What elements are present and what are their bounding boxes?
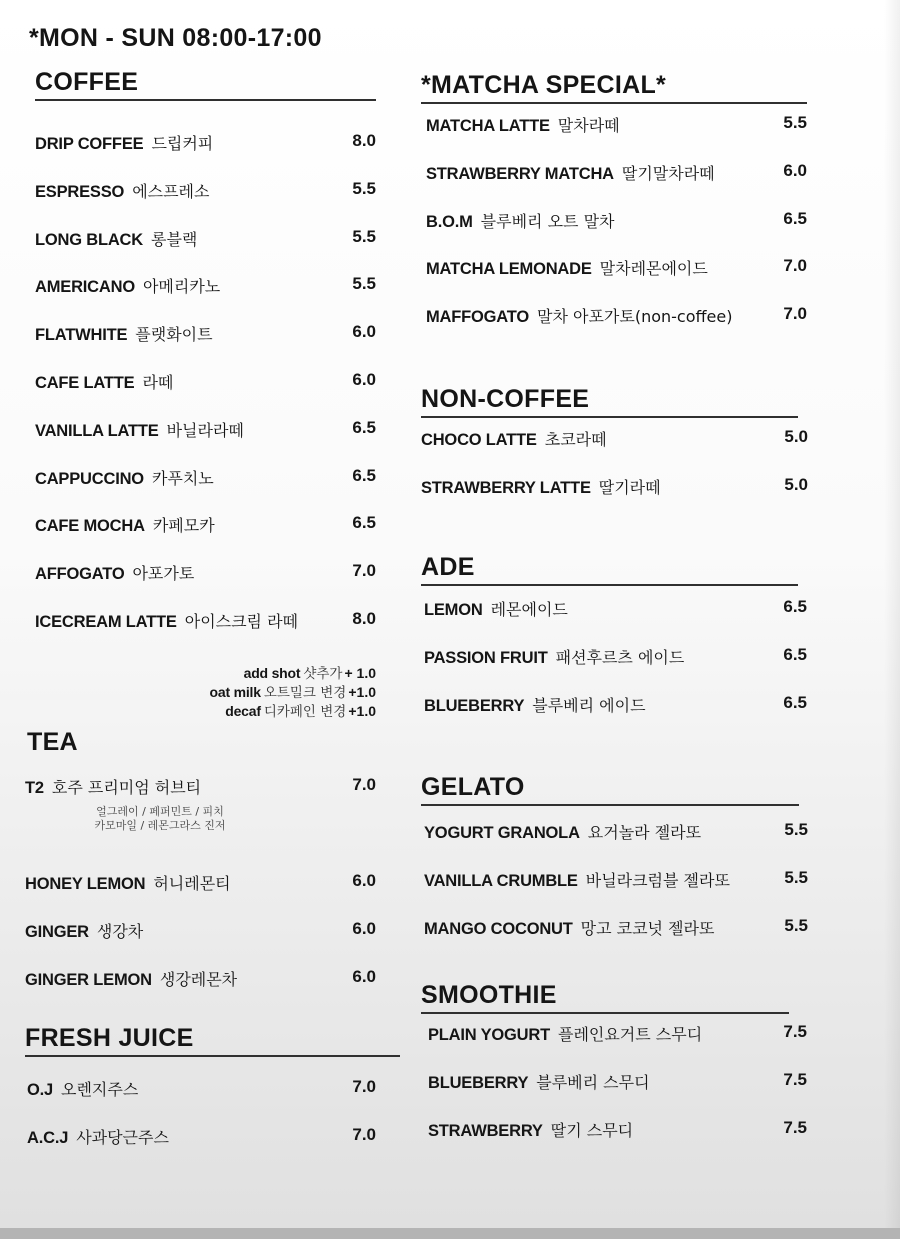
- item-price: 6.5: [783, 597, 807, 616]
- item-name-en: MATCHA LATTE: [426, 117, 550, 135]
- item-name-en: A.C.J: [27, 1128, 69, 1147]
- item-name-ko: 말차레몬에이드: [599, 259, 708, 279]
- menu-item: [35, 561, 376, 609]
- item-name-ko: 생강레몬차: [159, 969, 238, 989]
- section-divider: [25, 1055, 400, 1057]
- item-name-en: LEMON: [424, 601, 483, 619]
- item-price: 6.0: [783, 160, 807, 180]
- item-name-en: MANGO COCONUT: [424, 919, 573, 938]
- item-name: [35, 274, 220, 297]
- item-price: 6.0: [352, 369, 376, 389]
- item-name-ko: 초코라떼: [544, 430, 607, 449]
- item-name-ko: 오렌지주스: [61, 1080, 139, 1099]
- item-name: [27, 1077, 138, 1100]
- section-title-ade: ADE: [421, 553, 475, 581]
- item-name-en: FLATWHITE: [35, 326, 128, 345]
- section-divider: [35, 99, 376, 101]
- menu-item: [424, 916, 808, 964]
- item-name: [426, 113, 620, 136]
- menu-item: [35, 322, 376, 370]
- item-name-en: MATCHA LEMONADE: [426, 260, 592, 279]
- item-name: [424, 916, 714, 939]
- item-name: [35, 561, 194, 584]
- menu-item: [35, 609, 376, 657]
- item-name-ko: 에스프레소: [132, 181, 210, 201]
- item-price: 7.5: [783, 1022, 807, 1041]
- item-price: 7.0: [352, 561, 376, 581]
- item-price: 5.5: [784, 820, 808, 839]
- item-name: [35, 370, 173, 393]
- menu-item: [27, 1077, 376, 1125]
- item-name: [35, 322, 213, 345]
- item-name-ko: 드립커피: [151, 134, 214, 153]
- gelato-section: [421, 772, 799, 806]
- item-price: 5.5: [783, 113, 807, 132]
- bottom-strip: [0, 1228, 900, 1239]
- item-price: 5.0: [784, 474, 808, 494]
- tea-items-more: [25, 871, 376, 1014]
- section-title-smoothie: SMOOTHIE: [421, 981, 557, 1009]
- section-title-fresh-juice: FRESH JUICE: [25, 1024, 194, 1052]
- item-price: 8.0: [352, 131, 376, 150]
- page-edge-shadow: [884, 0, 900, 1228]
- item-price: 5.5: [784, 867, 808, 887]
- item-name-ko: 요거놀라 젤라또: [587, 823, 702, 842]
- item-name: [428, 1022, 702, 1045]
- item-price: 6.5: [783, 692, 807, 712]
- item-name-ko: 바닐라크럼블 젤라또: [585, 870, 730, 890]
- item-price: 7.0: [783, 256, 807, 276]
- item-name: [426, 256, 708, 279]
- item-name-ko: 말차 아포가토(non-coffee): [537, 307, 733, 327]
- item-name: [27, 1125, 169, 1148]
- item-name-en: HONEY LEMON: [25, 875, 146, 893]
- item-price: 7.0: [783, 304, 807, 324]
- menu-item: [424, 645, 807, 693]
- smoothie-items: [428, 1022, 807, 1165]
- item-price: 7.0: [352, 1077, 376, 1096]
- menu-item: [426, 256, 807, 304]
- item-name-en: VANILLA LATTE: [35, 421, 159, 440]
- menu-item: [426, 304, 807, 352]
- item-price: 5.0: [784, 427, 808, 446]
- item-name: [426, 304, 732, 327]
- non-coffee-items: [421, 427, 808, 523]
- item-name-en: PASSION FRUIT: [424, 648, 548, 667]
- extra-option: add shot 샷추가 + 1.0: [243, 665, 376, 682]
- item-name-ko: 호주 프리미엄 허브티: [51, 778, 202, 797]
- item-name-ko: 바닐라라떼: [166, 420, 244, 440]
- item-name: [421, 475, 661, 498]
- item-name: [428, 1070, 650, 1093]
- menu-item: [27, 1125, 376, 1173]
- item-price: 6.5: [352, 417, 376, 437]
- item-name-ko: 카페모카: [152, 516, 215, 536]
- item-name-en: GINGER LEMON: [25, 970, 152, 989]
- item-name: [25, 967, 237, 990]
- tea-section: [27, 727, 376, 757]
- item-name: [424, 693, 646, 716]
- item-name: [35, 131, 213, 154]
- coffee-items: [35, 131, 376, 657]
- section-title-gelato: GELATO: [421, 773, 525, 801]
- menu-item: [35, 131, 376, 179]
- item-name: [424, 645, 684, 668]
- item-name: [35, 227, 197, 250]
- item-name-ko: 라떼: [142, 372, 174, 392]
- item-name-en: GINGER: [25, 922, 89, 941]
- item-name-ko: 딸기라떼: [598, 477, 661, 497]
- item-name: [25, 775, 201, 798]
- item-name-ko: 블루베리 스무디: [536, 1072, 650, 1092]
- item-name-ko: 레몬에이드: [490, 600, 568, 619]
- item-name-ko: 말차라떼: [557, 116, 620, 135]
- item-price: 8.0: [352, 608, 376, 628]
- item-name-en: PLAIN YOGURT: [428, 1026, 550, 1044]
- menu-item: [35, 274, 376, 322]
- coffee-extras: [130, 664, 376, 721]
- item-name-en: AMERICANO: [35, 278, 135, 297]
- menu-item: [424, 820, 808, 868]
- tea-flavor-note: 얼그레이 / 페퍼민트 / 피치 카모마일 / 레몬그라스 진저: [94, 805, 226, 832]
- menu-item: [35, 513, 376, 561]
- opening-hours: *MON - SUN 08:00-17:00: [29, 24, 322, 52]
- item-name: [35, 513, 215, 536]
- fresh-juice-items: [27, 1077, 376, 1173]
- menu-item: [35, 179, 376, 227]
- item-name: [421, 427, 607, 450]
- section-title-non-coffee: NON-COFFEE: [421, 385, 590, 413]
- section-title-tea: TEA: [27, 728, 78, 756]
- menu-item: [25, 919, 376, 967]
- menu-item: [424, 868, 808, 916]
- item-name-en: MAFFOGATO: [426, 308, 529, 327]
- extra-option: oat milk 오트밀크 변경 +1.0: [209, 684, 376, 701]
- item-name-ko: 생강차: [96, 921, 144, 941]
- item-name-ko: 플레인요거트 스무디: [557, 1025, 703, 1044]
- gelato-items: [424, 820, 808, 963]
- item-name: [426, 209, 615, 232]
- section-title-matcha: *MATCHA SPECIAL*: [421, 71, 667, 99]
- menu-item: [426, 161, 807, 209]
- item-name-en: STRAWBERRY: [428, 1121, 543, 1140]
- item-name: [35, 609, 298, 632]
- menu-item: [428, 1118, 807, 1166]
- item-name: [25, 919, 143, 942]
- item-name-en: VANILLA CRUMBLE: [424, 871, 578, 890]
- item-name-ko: 망고 코코넛 젤라또: [580, 918, 715, 938]
- item-name-en: CHOCO LATTE: [421, 431, 537, 449]
- item-price: 6.5: [783, 208, 807, 228]
- item-name-ko: 딸기말차라떼: [621, 163, 715, 183]
- item-price: 7.5: [783, 1069, 807, 1089]
- section-divider: [421, 804, 799, 806]
- item-price: 5.5: [352, 226, 376, 246]
- item-name-ko: 사과당근주스: [76, 1127, 169, 1147]
- item-name-ko: 딸기 스무디: [550, 1120, 634, 1140]
- item-name-en: ESPRESSO: [35, 182, 125, 201]
- menu-item: [25, 967, 376, 1015]
- matcha-items: [426, 113, 807, 352]
- item-name-en: O.J: [27, 1081, 53, 1099]
- item-name-en: STRAWBERRY LATTE: [421, 478, 591, 497]
- item-name: [424, 597, 568, 620]
- item-price: 7.5: [783, 1117, 807, 1137]
- item-name-ko: 허니레몬티: [153, 874, 231, 893]
- item-name-ko: 블루베리 오트 말차: [480, 211, 615, 231]
- menu-item: [35, 370, 376, 418]
- item-name-en: T2: [25, 779, 44, 797]
- section-divider: [421, 102, 807, 104]
- item-name-ko: 롱블랙: [151, 229, 198, 249]
- item-name-en: STRAWBERRY MATCHA: [426, 164, 614, 183]
- menu-item: [421, 427, 808, 475]
- non-coffee-section: [421, 384, 798, 418]
- menu-item: [426, 209, 807, 257]
- item-name-ko: 아메리카노: [142, 277, 221, 297]
- item-name-en: BLUEBERRY: [424, 696, 525, 715]
- section-title-coffee: COFFEE: [35, 68, 139, 96]
- item-name-ko: 아이스크림 라떼: [184, 611, 299, 631]
- item-price: 6.5: [352, 465, 376, 485]
- item-name: [35, 179, 209, 202]
- item-price: 6.0: [352, 871, 376, 890]
- menu-item: [35, 227, 376, 275]
- item-name-en: YOGURT GRANOLA: [424, 824, 580, 842]
- smoothie-section: [421, 980, 789, 1014]
- item-name-en: B.O.M: [426, 212, 473, 231]
- item-name-en: CAFE MOCHA: [35, 517, 145, 536]
- menu-item: [421, 475, 808, 523]
- item-name-en: BLUEBERRY: [428, 1073, 529, 1092]
- matcha-section: [421, 70, 807, 104]
- item-name-ko: 블루베리 에이드: [532, 695, 646, 715]
- item-name-en: AFFOGATO: [35, 565, 125, 584]
- coffee-section: [35, 67, 376, 101]
- item-name-en: DRIP COFFEE: [35, 135, 144, 153]
- item-name: [35, 466, 214, 489]
- menu-item: [426, 113, 807, 161]
- menu-item: [428, 1070, 807, 1118]
- menu-item: [35, 418, 376, 466]
- item-price: 6.5: [352, 513, 376, 533]
- item-name-ko: 아포가토: [132, 564, 195, 584]
- item-price: 6.5: [783, 644, 807, 664]
- section-divider: [421, 1012, 789, 1014]
- item-name-en: CAPPUCCINO: [35, 469, 144, 488]
- item-price: 7.0: [352, 1124, 376, 1144]
- item-name-en: ICECREAM LATTE: [35, 612, 177, 631]
- item-name: [426, 161, 715, 184]
- item-price: 6.0: [352, 966, 376, 986]
- menu-item: [424, 693, 807, 741]
- item-name: [428, 1118, 633, 1141]
- ade-section: [421, 552, 798, 586]
- item-name-ko: 패션후르츠 에이드: [555, 647, 685, 667]
- menu-item: [428, 1022, 807, 1070]
- item-name-ko: 카푸치노: [151, 468, 214, 488]
- item-price: 5.5: [784, 915, 808, 935]
- item-price: 5.5: [352, 274, 376, 294]
- fresh-juice-section: [25, 1023, 400, 1057]
- item-name-en: LONG BLACK: [35, 230, 143, 249]
- item-name: [35, 418, 244, 441]
- item-price: 7.0: [352, 775, 376, 794]
- section-divider: [421, 416, 798, 418]
- section-divider: [421, 584, 798, 586]
- menu-item: [424, 597, 807, 645]
- ade-items: [424, 597, 807, 740]
- item-price: 5.5: [352, 178, 376, 198]
- item-name-ko: 플랫화이트: [135, 325, 213, 345]
- menu-item: [35, 466, 376, 514]
- extra-option: decaf 디카페인 변경 +1.0: [225, 703, 376, 720]
- item-name: [424, 820, 701, 843]
- menu-item: [25, 871, 376, 919]
- item-name: [25, 871, 231, 894]
- item-name: [424, 868, 730, 891]
- item-name-en: CAFE LATTE: [35, 373, 135, 392]
- item-price: 6.0: [352, 322, 376, 342]
- item-price: 6.0: [352, 918, 376, 938]
